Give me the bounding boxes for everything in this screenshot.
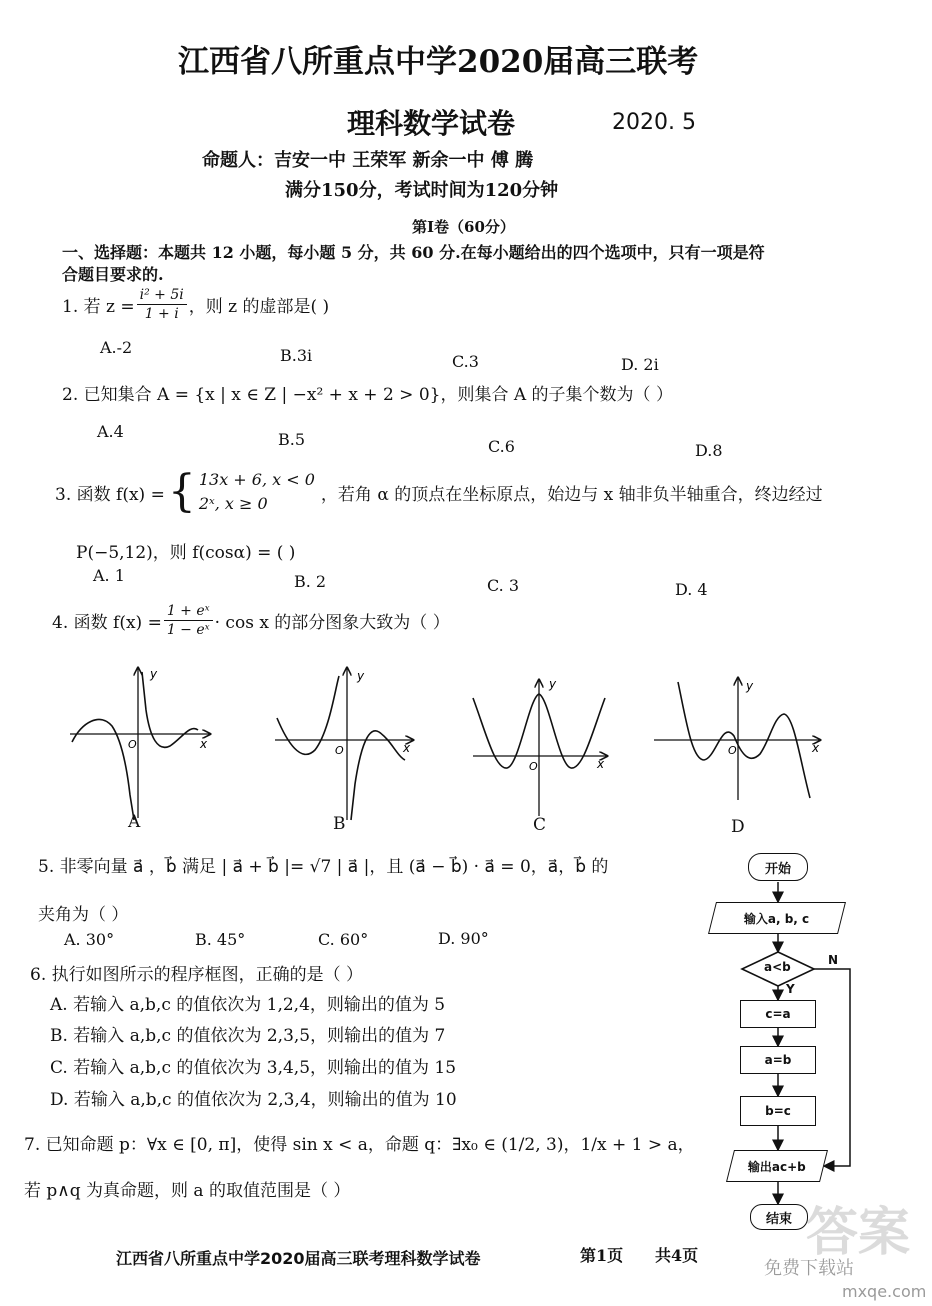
graph-c-origin: O (529, 760, 538, 773)
q1-option-c: C.3 (452, 352, 479, 371)
question-3 (55, 468, 823, 516)
q3-prefix: 3. 函数 f(x) = (55, 484, 165, 505)
q1-prefix: 1. 若 z = (62, 297, 135, 317)
graph-a-label: A (128, 812, 141, 832)
graph-b-origin: O (335, 744, 344, 757)
graph-a-y-label: y (150, 667, 158, 681)
q2-option-d: D.8 (695, 441, 723, 460)
footer-title: 江西省八所重点中学2020届高三联考理科数学试卷 (116, 1249, 481, 1268)
graph-c-x-label: x (597, 757, 605, 771)
q6-option-b: B. 若输入 a,b,c 的值依次为 2,3,5，则输出的值为 7 (50, 1026, 446, 1046)
graph-a (70, 667, 210, 820)
q1-option-a: A.-2 (100, 338, 133, 357)
q7-line-2: 若 p∧q 为真命题，则 a 的取值范围是（ ） (24, 1181, 351, 1201)
q5-option-a: A. 30° (64, 930, 115, 949)
q5-option-c: C. 60° (318, 930, 369, 949)
flowchart-end: 结束 (750, 1204, 808, 1230)
exam-authors: 命题人：吉安一中 王荣军 新余一中 傅 腾 (202, 150, 534, 171)
q3-case-2: 2ˣ, x ≥ 0 (198, 494, 268, 513)
q2-option-a: A.4 (97, 422, 124, 441)
graph-a-x-label: x (200, 737, 208, 751)
q5-option-b: B. 45° (195, 930, 246, 949)
q4-fraction (164, 602, 213, 639)
q4-prefix: 4. 函数 f(x) = (52, 613, 162, 633)
section-instructions-line1: 一、选择题：本题共 12 小题，每小题 5 分，共 60 分.在每小题给出的四个选项中，只有一项是符 (62, 243, 765, 262)
watermark-large: 答案 (806, 1203, 911, 1263)
section-instructions-line2: 合题目要求的. (62, 265, 164, 284)
q3-cases (199, 468, 315, 516)
q5-line-1: 5. 非零向量 a⃗ ，b⃗ 满足 | a⃗ + b⃗ |= √7 | a⃗ |，且 (a⃗ − b⃗) · a⃗ = 0，a⃗，b⃗ 的 (38, 857, 609, 877)
graph-b-y-label: y (357, 669, 365, 683)
graph-d-origin: O (728, 744, 737, 757)
q4-frac-num: 1 + eˣ (164, 602, 213, 621)
flowchart-input (708, 902, 846, 934)
q6-option-a: A. 若输入 a,b,c 的值依次为 1,2,4，则输出的值为 5 (50, 995, 446, 1015)
exam-date: 2020. 5 (612, 110, 696, 135)
flowchart-yes-label: Y (786, 982, 795, 996)
q3-option-a: A. 1 (93, 566, 125, 585)
q3-option-c: C. 3 (487, 576, 520, 595)
q3-option-b: B. 2 (294, 572, 327, 591)
question-4 (52, 602, 450, 639)
q6-stem: 6. 执行如图所示的程序框图，正确的是（ ） (30, 965, 364, 985)
flowchart-step-1: c=a (740, 1000, 816, 1028)
graph-d (654, 678, 820, 800)
q4-frac-den: 1 − eˣ (166, 622, 210, 638)
footer-total: 共4页 (655, 1246, 699, 1265)
graph-c (473, 677, 607, 816)
q6-option-d: D. 若输入 a,b,c 的值依次为 2,3,4，则输出的值为 10 (50, 1090, 457, 1110)
flowchart-decision: a<b (764, 960, 791, 974)
flowchart-input-label: 输入a, b, c (744, 911, 810, 926)
section-heading: 第Ⅰ卷（60分） (412, 218, 515, 236)
q1-suffix: ，则 z 的虚部是( ) (188, 297, 330, 317)
graph-b (275, 668, 413, 820)
question-1 (62, 286, 329, 323)
flowchart-output (726, 1150, 828, 1182)
graph-b-x-label: x (403, 741, 411, 755)
flowchart-step-3: b=c (740, 1096, 816, 1126)
flowchart-output-label: 输出ac+b (748, 1159, 806, 1174)
graph-c-label: C (533, 815, 547, 835)
q3-line-2: P(−5,12)，则 f(cosα) = ( ) (76, 543, 296, 563)
graph-d-label: D (731, 817, 745, 837)
flowchart-step-2: a=b (740, 1046, 816, 1074)
q6-option-c: C. 若输入 a,b,c 的值依次为 3,4,5，则输出的值为 15 (50, 1058, 457, 1078)
q1-frac-den: 1 + i (144, 306, 179, 322)
q4-graphs (60, 660, 840, 840)
q1-option-d: D. 2i (621, 355, 659, 374)
footer-page: 第1页 (580, 1246, 624, 1265)
q3-case-1: 13x + 6, x < 0 (198, 470, 315, 489)
watermark-url: mxqe.com (842, 1282, 927, 1301)
q3-suffix: ，若角 α 的顶点在坐标原点，始边与 x 轴非负半轴重合，终边经过 (320, 484, 823, 505)
q3-brace: { (167, 466, 196, 517)
q2-option-b: B.5 (278, 430, 306, 449)
q2-option-c: C.6 (488, 437, 515, 456)
exam-score-time: 满分150分，考试时间为120分钟 (285, 180, 559, 201)
q1-frac-num: i² + 5i (137, 286, 187, 305)
flowchart-start: 开始 (748, 853, 808, 881)
q3-option-d: D. 4 (675, 580, 708, 599)
exam-subtitle: 理科数学试卷 (347, 107, 516, 140)
watermark-caption: 免费下载站 (764, 1258, 854, 1279)
q5-option-d: D. 90° (438, 929, 489, 948)
q5-line-2: 夹角为（ ） (38, 905, 129, 925)
flowchart-no-label: N (828, 953, 839, 967)
graph-a-origin: O (128, 738, 137, 751)
q7-line-1: 7. 已知命题 p：∀x ∈ [0, π]，使得 sin x < a，命题 q：∃x₀ ∈ (1/2, 3)，1/x + 1 > a， (24, 1135, 695, 1155)
exam-title: 江西省八所重点中学2020届高三联考 (178, 44, 699, 80)
graph-b-label: B (333, 814, 346, 834)
q4-suffix: · cos x 的部分图象大致为（ ） (214, 613, 450, 633)
q1-fraction (137, 286, 187, 323)
q1-option-b: B.3i (280, 346, 313, 365)
graph-d-y-label: y (746, 679, 754, 693)
question-2: 2. 已知集合 A = {x | x ∈ Z | −x² + x + 2 > 0}，则集合 A 的子集个数为（ ） (62, 385, 673, 405)
graph-c-y-label: y (549, 677, 557, 691)
graph-d-x-label: x (812, 741, 820, 755)
